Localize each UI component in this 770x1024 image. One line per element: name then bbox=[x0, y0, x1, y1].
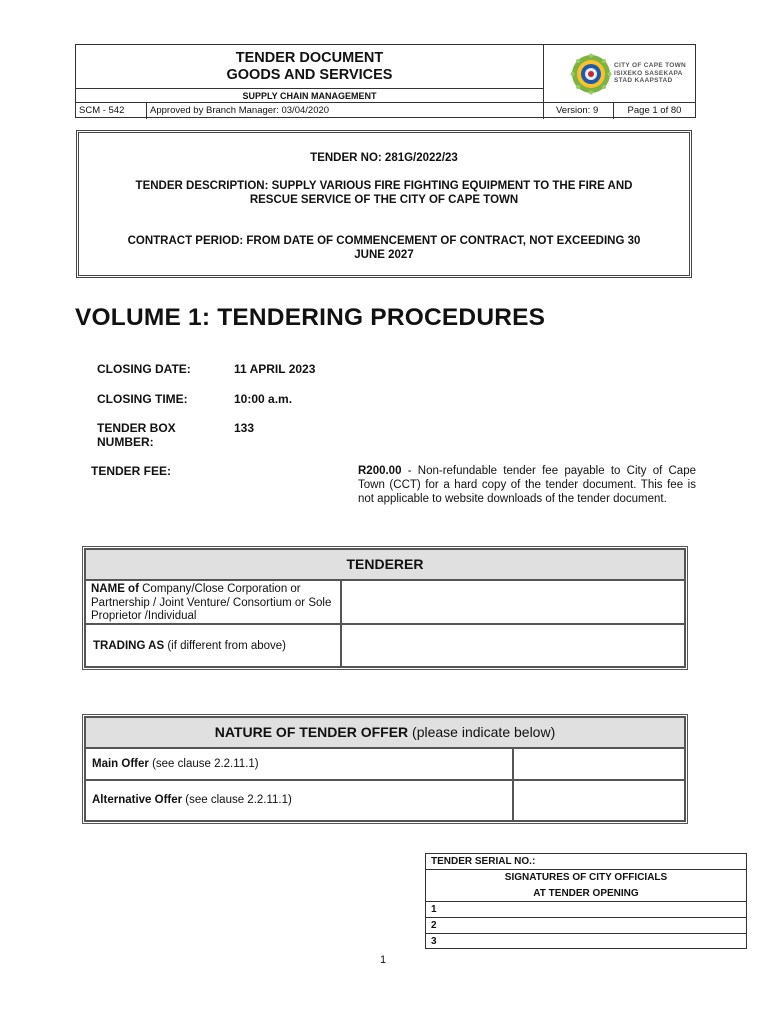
tender-description-line2: RESCUE SERVICE OF THE CITY OF CAPE TOWN bbox=[249, 194, 519, 206]
tender-number: TENDER NO: 281G/2022/23 bbox=[310, 152, 458, 164]
header-title-line1: TENDER DOCUMENT bbox=[235, 50, 384, 66]
signatures-heading-line2: AT TENDER OPENING bbox=[533, 887, 639, 899]
tender-box-number: 133 bbox=[234, 421, 255, 435]
tender-fee-text bbox=[358, 464, 696, 506]
document-header bbox=[75, 44, 696, 118]
offer-heading-bold: NATURE OF TENDER OFFER bbox=[214, 724, 409, 740]
contract-period-line2: JUNE 2027 bbox=[354, 249, 414, 261]
tender-serial-label: TENDER SERIAL NO.: bbox=[426, 854, 746, 870]
signature-row-2[interactable]: 2 bbox=[426, 918, 746, 934]
company-name-label-bold: NAME of bbox=[91, 583, 139, 595]
signature-row-1[interactable]: 1 bbox=[426, 902, 746, 918]
main-offer-label-bold: Main Offer bbox=[92, 758, 149, 770]
tender-serial-box bbox=[425, 853, 747, 949]
signatures-heading-line1: SIGNATURES OF CITY OFFICIALS bbox=[504, 872, 668, 883]
trading-as-field[interactable] bbox=[341, 624, 685, 667]
trading-as-label-rest: (if different from above) bbox=[164, 640, 287, 652]
tender-info-box bbox=[76, 130, 692, 278]
logo-line3: STAD KAAPSTAD bbox=[614, 77, 673, 84]
tender-fee-amount: R200.00 bbox=[358, 465, 402, 477]
header-title-line2: GOODS AND SERVICES bbox=[226, 67, 393, 83]
main-offer-label bbox=[85, 748, 513, 780]
tender-offer-table bbox=[82, 714, 688, 824]
closing-date-label: CLOSING DATE: bbox=[97, 362, 191, 376]
tenderer-table bbox=[82, 546, 688, 670]
header-meta-row bbox=[76, 102, 695, 119]
page-info: Page 1 of 80 bbox=[627, 105, 682, 116]
offer-heading-rest: (please indicate below) bbox=[408, 724, 556, 740]
closing-time-label: CLOSING TIME: bbox=[97, 392, 188, 406]
document-code: SCM - 542 bbox=[76, 103, 147, 119]
contract-period-line1: CONTRACT PERIOD: FROM DATE OF COMMENCEMENT OF CONTRACT, NOT EXCEEDING 30 bbox=[127, 235, 641, 247]
tender-box-label-line1: TENDER BOX bbox=[97, 421, 176, 435]
city-emblem-icon bbox=[570, 53, 612, 95]
header-subtitle: SUPPLY CHAIN MANAGEMENT bbox=[76, 89, 544, 103]
logo-line1: CITY OF CAPE TOWN bbox=[614, 62, 687, 69]
tender-description-line1: TENDER DESCRIPTION: SUPPLY VARIOUS FIRE FIGHTING EQUIPMENT TO THE FIRE AND bbox=[135, 180, 633, 192]
tender-fee-label: TENDER FEE: bbox=[91, 464, 172, 478]
alternative-offer-label-rest: (see clause 2.2.11.1) bbox=[182, 794, 292, 806]
company-name-label bbox=[85, 580, 341, 624]
tender-box-label bbox=[97, 421, 176, 449]
logo-line2: ISIXEKO SASEKAPA bbox=[614, 69, 683, 77]
trading-as-label-bold: TRADING AS bbox=[93, 640, 165, 652]
tender-box-label-line2: NUMBER: bbox=[97, 435, 154, 449]
main-offer-field[interactable] bbox=[513, 748, 685, 780]
main-offer-label-rest: (see clause 2.2.11.1) bbox=[148, 758, 259, 770]
offer-heading bbox=[85, 717, 685, 748]
trading-as-label bbox=[85, 624, 341, 667]
approval-info: Approved by Branch Manager: 03/04/2020 bbox=[147, 103, 544, 119]
logo-text bbox=[614, 62, 686, 85]
company-name-field[interactable] bbox=[341, 580, 685, 624]
company-name-label-rest: Company/Close Corporation or Partnership / Joint Venture/ Consortium or Sole Proprietor /Individual bbox=[91, 583, 332, 622]
version-info: Version: 9 bbox=[544, 103, 614, 119]
signature-row-3[interactable]: 3 bbox=[431, 936, 437, 947]
tenderer-heading: TENDERER bbox=[85, 549, 685, 580]
closing-time-value: 10:00 a.m. bbox=[234, 392, 293, 406]
header-title bbox=[76, 45, 544, 89]
alternative-offer-field[interactable] bbox=[513, 780, 685, 821]
city-logo bbox=[544, 45, 695, 102]
alternative-offer-label bbox=[85, 780, 513, 821]
page-number: 1 bbox=[380, 954, 387, 966]
closing-date-value: 11 APRIL 2023 bbox=[234, 362, 316, 376]
signatures-heading bbox=[426, 870, 746, 902]
volume-title: VOLUME 1: TENDERING PROCEDURES bbox=[75, 304, 546, 331]
alternative-offer-label-bold: Alternative Offer bbox=[92, 794, 183, 806]
tender-fee-description: - Non-refundable tender fee payable to City of Cape Town (CCT) for a hard copy of the tender document. This fee is not applicable to website downloads of the tender document. bbox=[358, 465, 696, 505]
